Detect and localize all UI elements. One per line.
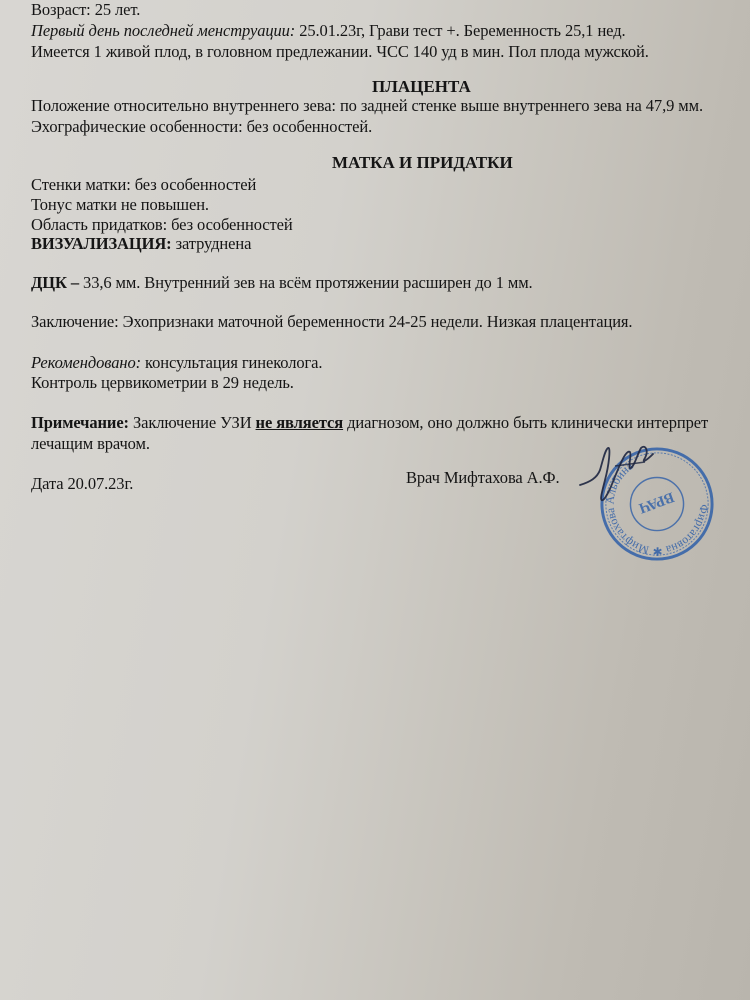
svg-text:ВРАЧ: ВРАЧ — [636, 488, 677, 516]
note — [31, 413, 708, 433]
svg-text:Фиргатовна ✱ Мифтахова Альбина: Фиргатовна ✱ Мифтахова Альбина — [602, 458, 712, 559]
patient-lmp — [31, 21, 626, 41]
report-date: Дата 20.07.23г. — [31, 474, 134, 493]
cervix-label: ДЦК – — [31, 273, 80, 292]
note-line2: лечащим врачом. — [31, 434, 150, 453]
recommendation — [31, 353, 322, 373]
section-title-uterus: МАТКА И ПРИДАТКИ — [332, 153, 513, 172]
visualization — [31, 234, 251, 254]
recommendation-value: консультация гинеколога. — [140, 353, 323, 372]
note-emphasis: не является — [255, 413, 344, 432]
note-text-after: диагнозом, оно должно быть клинически интерпрет — [343, 413, 709, 432]
conclusion: Заключение: Эхопризнаки маточной беременности 24-25 недели. Низкая плацентация. — [31, 312, 633, 331]
recommendation-control: Контроль цервикометрии в 29 недель. — [31, 373, 294, 392]
recommendation-label: Рекомендовано: — [31, 353, 141, 372]
lmp-value: 25.01.23г, Грави тест +. Беременность 25,1 нед. — [295, 21, 626, 40]
section-title-placenta: ПЛАЦЕНТА — [372, 77, 471, 96]
note-label: Примечание: — [31, 413, 129, 432]
patient-age: Возраст: 25 лет. — [31, 0, 141, 19]
visualization-value: затруднена — [171, 234, 252, 253]
lmp-label: Первый день последней менструации: — [31, 21, 296, 40]
doctor-name: Врач Мифтахова А.Ф. — [406, 468, 560, 487]
uterus-walls: Стенки матки: без особенностей — [31, 175, 257, 194]
visualization-label: ВИЗУАЛИЗАЦИЯ: — [31, 234, 172, 253]
placenta-position: Положение относительно внутреннего зева: по задней стенке выше внутреннего зева на 47,9 мм. — [31, 96, 703, 115]
adnexa: Область придатков: без особенностей — [31, 215, 293, 234]
note-text-before: Заключение УЗИ — [128, 413, 256, 432]
cervix-value: 33,6 мм. Внутренний зев на всём протяжении расширен до 1 мм. — [79, 273, 533, 292]
cervix-length — [31, 273, 533, 293]
placenta-echo: Эхографические особенности: без особенностей. — [31, 117, 373, 136]
fetus-info: Имеется 1 живой плод, в головном предлежании. ЧСС 140 уд в мин. Пол плода мужской. — [31, 42, 649, 61]
signature-icon — [575, 440, 695, 520]
uterus-tone: Тонус матки не повышен. — [31, 195, 209, 214]
